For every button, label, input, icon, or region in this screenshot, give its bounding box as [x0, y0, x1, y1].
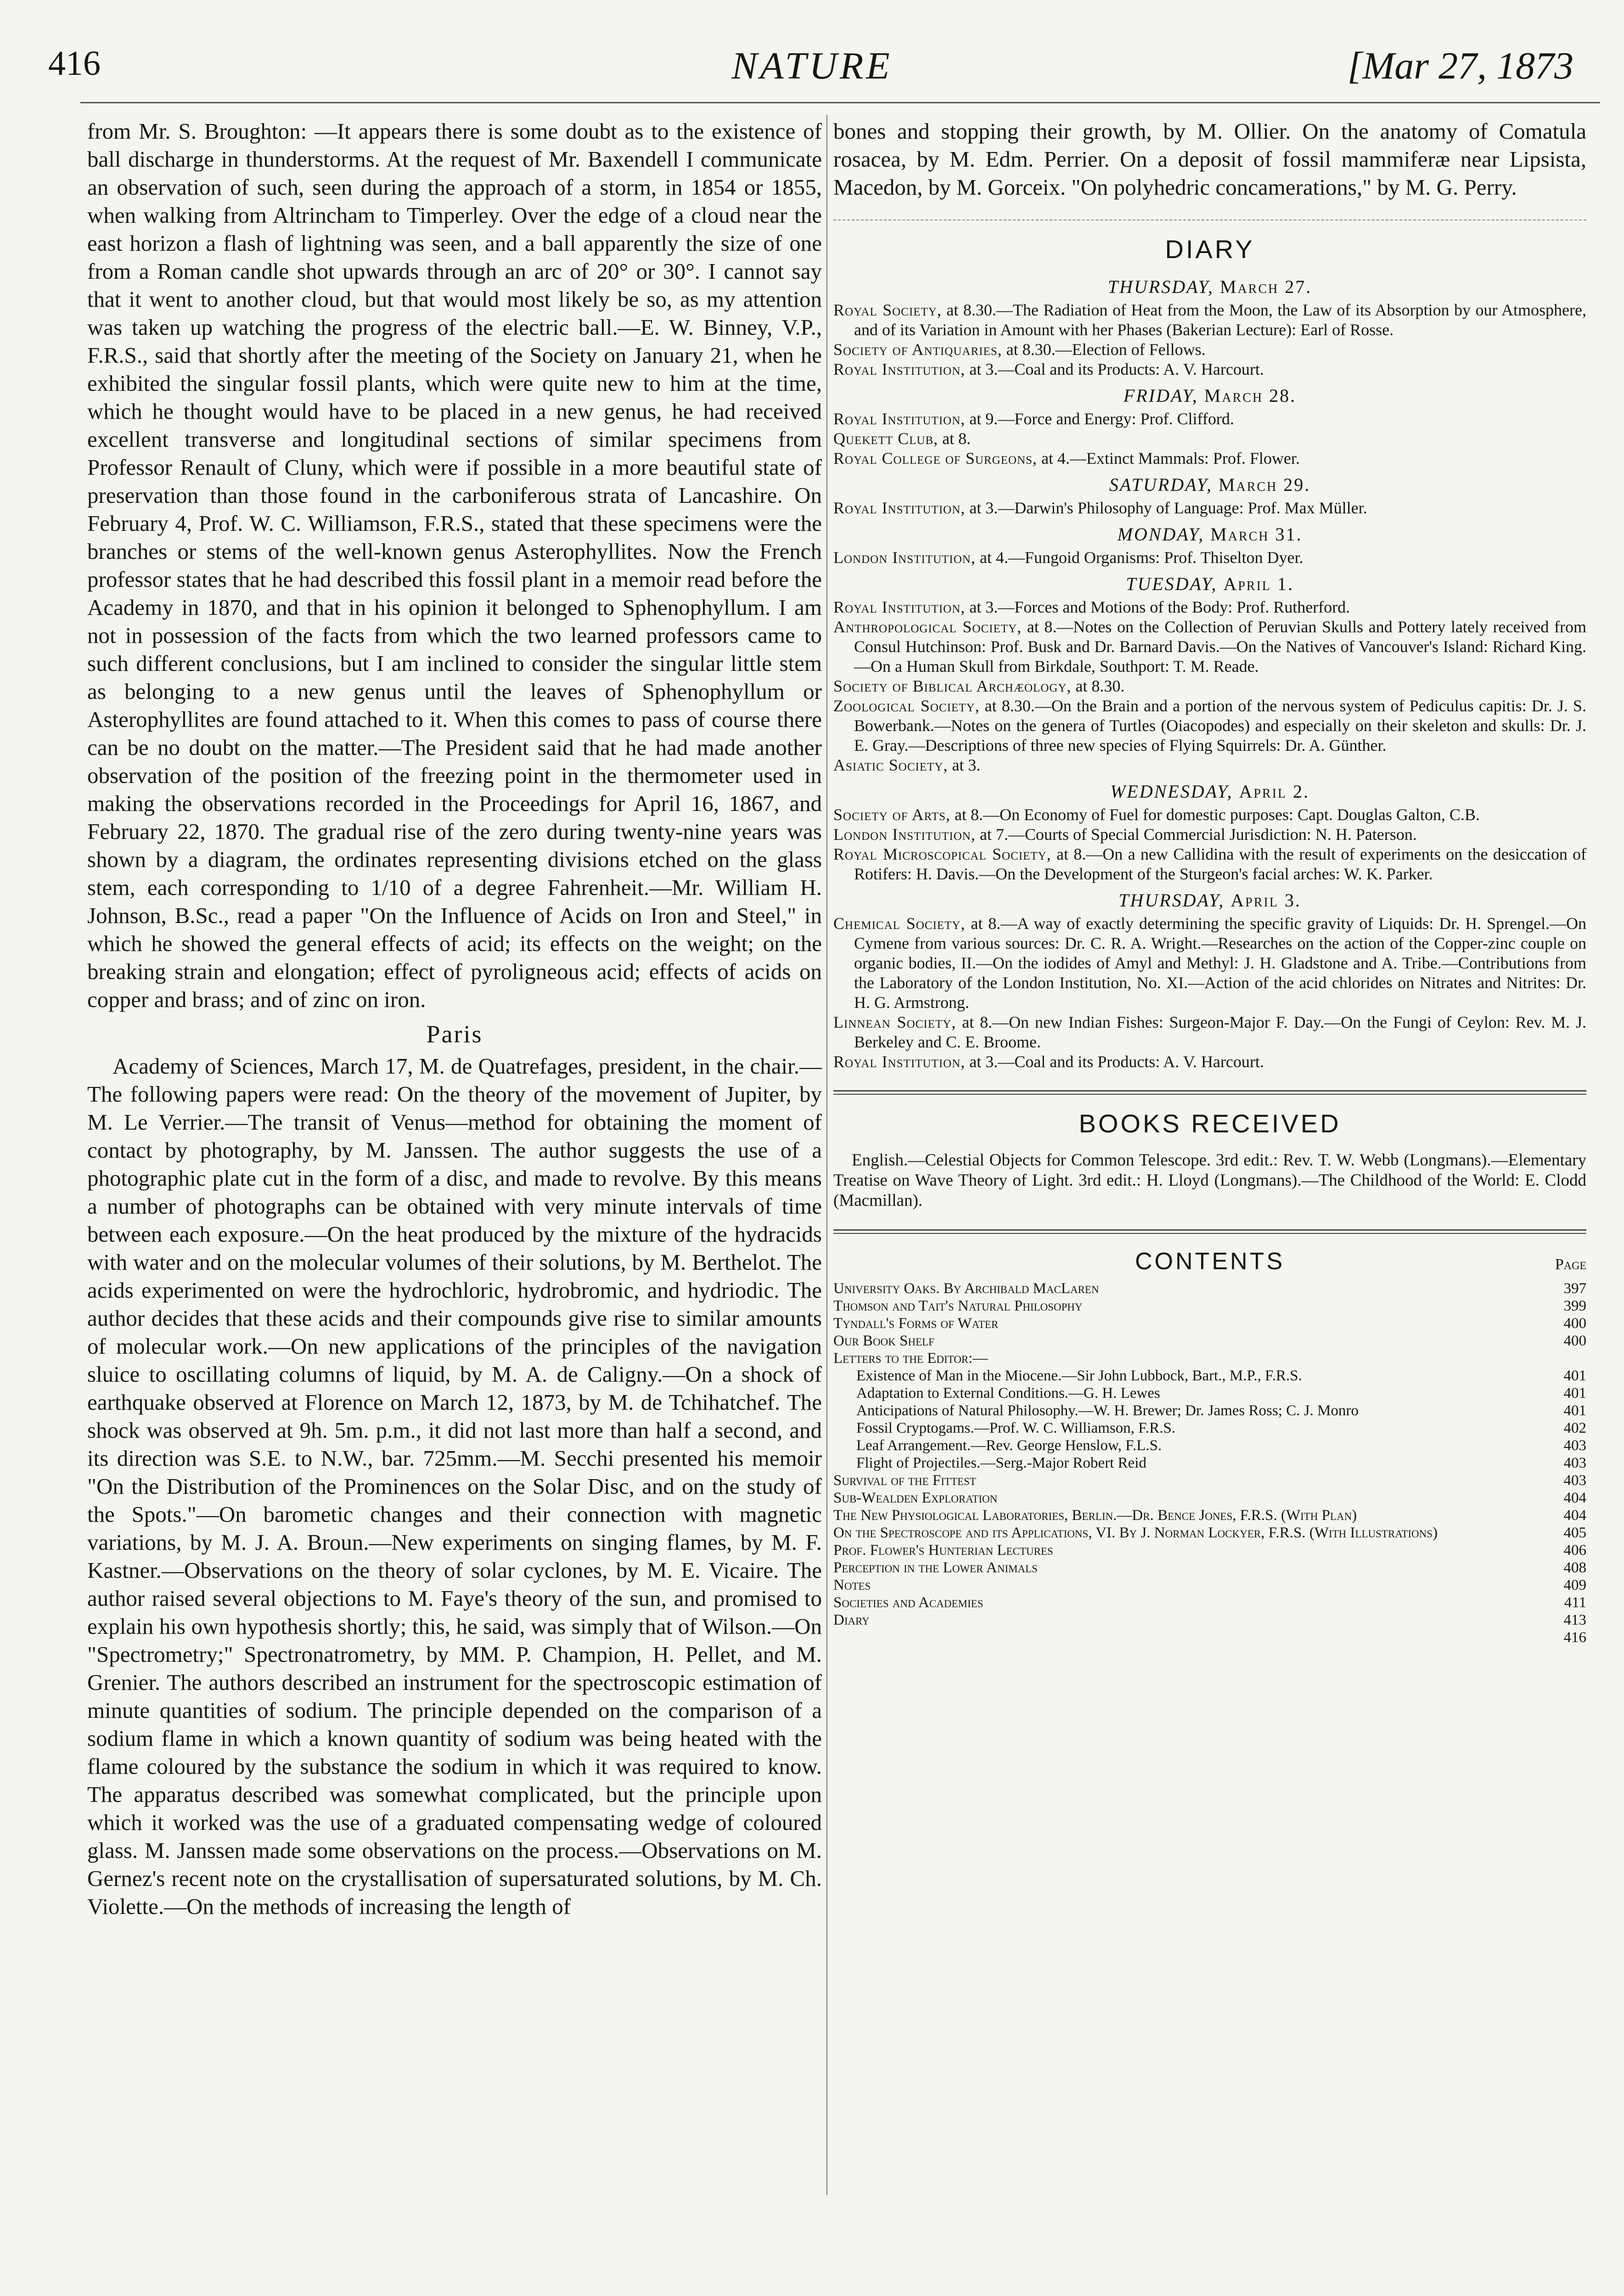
- contents-heading: CONTENTS: [1135, 1248, 1285, 1275]
- diary-day-heading: [833, 573, 1586, 595]
- right-column: [833, 117, 1586, 1646]
- diary-society: Anthropological Society,: [833, 618, 1022, 636]
- contents-entry-label: Thomson and Tait's Natural Philosophy: [833, 1298, 1083, 1314]
- diary-entry-text: at 8.—On a new Callidina with the result of experiments on the desiccation of Rotifers: H. Davis.—On the Development of the Sturgeon's facial arches: W. K. Parker.: [854, 845, 1587, 883]
- contents-row: [833, 1437, 1586, 1454]
- contents-entry-label: Prof. Flower's Hunterian Lectures: [833, 1542, 1053, 1559]
- diary-entry: [833, 1013, 1586, 1052]
- diary-society: London Institution,: [833, 825, 976, 844]
- diary-society: Royal Microscopical Society,: [833, 845, 1051, 863]
- contents-entry-label: Flight of Projectiles.—Serg.-Major Robert Reid: [856, 1455, 1146, 1471]
- journal-title: NATURE: [731, 45, 893, 87]
- diary-day-heading: [833, 474, 1586, 495]
- diary-entry-text: at 3.—Forces and Motions of the Body: Prof. Rutherford.: [969, 598, 1350, 616]
- contents-row: [833, 1402, 1586, 1419]
- contents-entry-page: 397: [1563, 1280, 1586, 1297]
- diary-entry-text: at 3.—Coal and its Products: A. V. Harcourt.: [969, 1052, 1264, 1071]
- contents-entry-page: 408: [1563, 1559, 1586, 1576]
- contents-row: [833, 1611, 1586, 1629]
- paris-heading: Paris: [426, 1020, 483, 1048]
- contents-row: [833, 1419, 1586, 1437]
- diary-entry-text: at 9.—Force and Energy: Prof. Clifford.: [969, 410, 1234, 428]
- contents-page-label: Page: [1555, 1256, 1586, 1273]
- contents-entry-page: 403: [1563, 1437, 1586, 1454]
- diary-day-name: THURSDAY,: [1118, 890, 1225, 911]
- diary-society: Royal College of Surgeons,: [833, 449, 1037, 467]
- diary-entry: [833, 360, 1586, 379]
- diary-entry: [833, 914, 1586, 1013]
- contents-entry-label: Fossil Cryptogams.—Prof. W. C. Williamson, F.R.S.: [856, 1420, 1175, 1436]
- contents-entry-page: 402: [1563, 1420, 1586, 1436]
- contents-entry-label: Existence of Man in the Miocene.—Sir John Lubbock, Bart., M.P., F.R.S.: [856, 1367, 1302, 1384]
- diary-society: Royal Institution,: [833, 598, 966, 616]
- diary-society: Royal Institution,: [833, 499, 966, 517]
- contents-row: [833, 1629, 1586, 1646]
- contents-row: [833, 1350, 1586, 1367]
- diary-day-heading: [833, 523, 1586, 545]
- diary-day-date: March 29.: [1218, 474, 1311, 495]
- diary-entry-text: at 8.—On Economy of Fuel for domestic purposes: Capt. Douglas Galton, C.B.: [955, 805, 1480, 824]
- contents-row: [833, 1297, 1586, 1315]
- diary-day-date: April 2.: [1239, 781, 1309, 802]
- diary-entry-text: at 7.—Courts of Special Commercial Jurisdiction: N. H. Paterson.: [979, 825, 1417, 844]
- contents-entry-label: University Oaks. By Archibald MacLaren: [833, 1280, 1099, 1297]
- contents-entry-page: 409: [1563, 1577, 1586, 1593]
- diary-day-date: March 31.: [1210, 524, 1303, 545]
- contents-entry-label: Tyndall's Forms of Water: [833, 1315, 999, 1332]
- header-rule: [80, 102, 1600, 103]
- books-separator: [833, 1090, 1586, 1095]
- diary-society: London Institution,: [833, 548, 976, 567]
- left-column: [87, 117, 822, 1920]
- diary-entry-text: at 3.: [952, 756, 981, 774]
- diary-entry-text: at 8.30.—The Radiation of Heat from the Moon, the Law of its Absorption by our Atmosphere, and of its Variation in Amount with her Phases (Bakerian Lecture): Earl of Rosse.: [854, 301, 1586, 339]
- diary-entry: [833, 1052, 1586, 1072]
- contents-entry-label: Survival of the Fittest: [833, 1472, 976, 1489]
- contents-entry-page: 416: [1563, 1629, 1586, 1646]
- diary-entry: [833, 498, 1586, 518]
- page-header: [0, 44, 1624, 99]
- diary-heading: DIARY: [1165, 235, 1255, 264]
- contents-entry-label: Sub-Wealden Exploration: [833, 1490, 998, 1506]
- contents-row: [833, 1332, 1586, 1350]
- contents-entry-label: Letters to the Editor:—: [833, 1350, 988, 1367]
- diary-day-date: April 3.: [1231, 890, 1301, 911]
- column-divider: [826, 115, 827, 2195]
- diary-society: Linnean Society,: [833, 1013, 956, 1031]
- diary-day-heading: [833, 781, 1586, 802]
- diary-day-heading: [833, 276, 1586, 298]
- diary-entry: [833, 805, 1586, 825]
- contents-entry-label: Notes: [833, 1577, 871, 1593]
- continuation-paragraph: bones and stopping their growth, by M. Ollier. On the anatomy of Comatula rosacea, by M. Edm. Perrier. On a deposit of fossil mammiferæ near Lipsista, Macedon, by M. Gorceix. "On polyhedric concamerations," by M. G. Perry.: [833, 118, 1586, 200]
- issue-date: [Mar 27, 1873: [1347, 45, 1573, 87]
- contents-entry-page: 406: [1563, 1542, 1586, 1559]
- contents-entry-page: 400: [1563, 1315, 1586, 1332]
- diary-society: Society of Biblical Archæology,: [833, 677, 1072, 695]
- contents-entry-page: 399: [1563, 1298, 1586, 1314]
- diary-day-date: April 1.: [1223, 574, 1294, 594]
- contents-entry-page: 401: [1563, 1385, 1586, 1401]
- diary-entry-text: at 4.—Fungoid Organisms: Prof. Thiselton Dyer.: [979, 548, 1304, 567]
- contents-entry-page: 401: [1563, 1367, 1586, 1384]
- diary-day-heading: [833, 385, 1586, 406]
- contents-list: [833, 1280, 1586, 1646]
- paris-paragraph: Academy of Sciences, March 17, M. de Quatrefages, president, in the chair.—The following papers were read: On the theory of the movement of Jupiter, by M. Le Verrier.—The transit of Venus—method for obtaining the moment of contact by photography, by M. Janssen. The author suggests the use of a photographic plate cut in the form of a disc, and made to revolve. By this means a number of photographs can be obtained with very minute intervals of time between each exposure.—On the heat produced by the mixture of the hydracids with water and on the molecular volumes of their solutions, by M. Berthelot. The acids experimented on were the hydrochloric, hydrobromic, and hydriodic. The author decides that these acids and their compounds give rise to similar amounts of molecular work.—On new applications of the principles of the navigation sluice to oscillating columns of liquid, by M. A. de Caligny.—On a shock of earthquake observed at Florence on March 12, 1873, by M. de Tchihatchef. The shock was observed at 9h. 5m. p.m., it did not last more than half a second, and its direction was S.E. to N.W., bar. 725mm.—M. Secchi presented his memoir "On the Distribution of the Prominences on the Solar Disc, and on the study of the Spots."—On barometic changes and their connection with magnetic variations, by M. J. A. Broun.—New experiments on singing flames, by M. F. Kastner.—Observations on the theory of solar cyclones, by M. E. Vicaire. The author raised several objections to M. Faye's theory of the sun, and promised to explain his own hypothesis shortly; this, he said, was simply that of Wilson.—On "Spectrometry;" Spectronatrometry, by MM. P. Champion, H. Pellet, and M. Grenier. The authors described an instrument for the spectroscopic estimation of minute quantities of sodium. The principle depended on the comparison of a sodium flame in which a known quantity of sodium was being heated with the flame coloured by the substance the sodium in which it was required to know. The apparatus described was somewhat complicated, but the principle upon which it worked was the use of a graduated compensating wedge of coloured glass. M. Janssen made some observations on the process.—Observations on M. Gernez's recent note on the crystallisation of supersaturated solutions, by M. Ch. Violette.—On the methods of increasing the length of: [87, 1053, 822, 1919]
- diary-entry: [833, 676, 1586, 696]
- diary-society: Royal Institution,: [833, 1052, 966, 1071]
- proceedings-paragraph: from Mr. S. Broughton: —It appears there is some doubt as to the existence of ball discharge in thunderstorms. At the request of Mr. Baxendell I communicate an observation of such, seen during the approach of a storm, in 1854 or 1855, when walking from Altrincham to Timperley. Over the edge of a cloud near the east horizon a flash of lightning was seen, and a ball apparently the size of one from a Roman candle shot upwards through an arc of 20° or 30°. I cannot say that it went to another cloud, but that would most likely be so, as my attention was taken up watching the progress of the electric ball.—E. W. Binney, V.P., F.R.S., said that shortly after the meeting of the Society on January 21, when he exhibited the singular fossil plants, which were quite new to him at the time, which he thought would have to be placed in a new genus, he had received excellent transverse and longitudinal sections of similar specimens from Professor Renault of Cluny, which were if possible in a more beautiful state of preservation than those found in the carboniferous strata of Lancashire. On February 4, Prof. W. C. Williamson, F.R.S., stated that these specimens were the branches or stems of the well-known genus Asterophyllites. Now the French professor states that he had described this fossil plant in a memoir read before the Academy in 1870, and that in his opinion it belonged to Sphenophyllum. I am not in possession of the facts from which the two learned professors came to such different conclusions, but I am inclined to consider the singular little stem as belonging to a new genus until the leaves of Sphenophyllum or Asterophyllites are found attached to it. When this comes to pass of course there can be no doubt on the matter.—The President said that he had made another observation of the position of the freezing point in the thermometer used in making the observations recorded in the Proceedings for April 16, 1867, and February 22, 1870. The gradual rise of the zero during twenty-nine years was shown by a diagram, the ordinates representing divisions etched on the glass stem, each corresponding to 1/10 of a degree Fahrenheit.—Mr. William H. Johnson, B.Sc., read a paper "On the Influence of Acids on Iron and Steel," in which he showed the general effects of acid; its effects on the weight; on the breaking strain and elongation; effect of pyroligneous acid; effects of acids on copper and brass; and of zinc on iron.: [87, 118, 822, 1012]
- contents-entry-label: Our Book Shelf: [833, 1333, 934, 1349]
- contents-separator: [833, 1229, 1586, 1234]
- diary-day-name: FRIDAY,: [1123, 385, 1198, 406]
- diary-entry: [833, 617, 1586, 676]
- diary-society: Zoological Society,: [833, 697, 980, 715]
- books-heading: BOOKS RECEIVED: [1079, 1109, 1341, 1138]
- diary-day-name: MONDAY,: [1117, 524, 1205, 545]
- section-separator: [833, 219, 1586, 220]
- diary-entry: [833, 429, 1586, 449]
- diary-day-date: March 28.: [1204, 385, 1297, 406]
- diary-day-heading: [833, 889, 1586, 911]
- contents-entry-page: 401: [1563, 1402, 1586, 1419]
- contents-entry-label: Perception in the Lower Animals: [833, 1559, 1038, 1576]
- diary-entry: [833, 696, 1586, 755]
- diary-entry-text: at 8.—On new Indian Fishes: Surgeon-Major F. Day.—On the Fungi of Ceylon: Rev. M. J. Berkeley and C. E. Broome.: [854, 1013, 1587, 1051]
- contents-row: [833, 1559, 1586, 1576]
- diary-society: Royal Society,: [833, 301, 942, 319]
- contents-entry-page: 400: [1563, 1333, 1586, 1349]
- contents-entry-page: 403: [1563, 1455, 1586, 1471]
- diary-entry-text: at 3.—Coal and its Products: A. V. Harcourt.: [969, 360, 1264, 378]
- contents-row: [833, 1367, 1586, 1384]
- diary-entry: [833, 825, 1586, 844]
- contents-entry-page: 405: [1563, 1525, 1586, 1541]
- diary-entry: [833, 409, 1586, 429]
- contents-row: [833, 1454, 1586, 1472]
- diary-entry-text: at 8.30.—Election of Fellows.: [1006, 340, 1206, 359]
- diary-entry: [833, 340, 1586, 360]
- contents-entry-page: 413: [1563, 1612, 1586, 1628]
- page-number: 416: [48, 44, 101, 83]
- diary-society: Royal Institution,: [833, 410, 966, 428]
- contents-entry-page: [1550, 1350, 1586, 1367]
- diary-day-name: SATURDAY,: [1109, 474, 1213, 495]
- diary-entry: [833, 844, 1586, 884]
- diary-entry: [833, 597, 1586, 617]
- contents-entry-label: Adaptation to External Conditions.—G. H. Lewes: [856, 1385, 1160, 1401]
- diary-entry-text: at 8.30.—On the Brain and a portion of the nervous system of Pediculus capitis: Dr. J. S. Bowerbank.—Notes on the genera of Turtles (Oiacopodes) and especially on their skeleton and skulls: Dr. J. E. Gray.—Descriptions of three new species of Flying Squirrels: Dr. A. Günther.: [854, 697, 1586, 754]
- diary-entry-text: at 8.—Notes on the Collection of Peruvian Skulls and Pottery lately received from Consul Hutchinson: Prof. Busk and Dr. Barnard Davis.—On the Natives of Vancouver's Island: Richard King.—On a Human Skull from Birkdale, Southport: T. M. Reade.: [854, 618, 1587, 675]
- diary-society: Royal Institution,: [833, 360, 966, 378]
- diary-day-name: THURSDAY,: [1107, 276, 1214, 297]
- diary-society: Chemical Society,: [833, 914, 966, 933]
- contents-row: [833, 1524, 1586, 1542]
- diary-society: Society of Antiquaries,: [833, 340, 1002, 359]
- contents-entry-label: Societies and Academies: [833, 1594, 983, 1611]
- diary-society: Society of Arts,: [833, 805, 950, 824]
- contents-header: [833, 1248, 1586, 1280]
- diary-entry: [833, 449, 1586, 468]
- diary-entry-text: at 8.—A way of exactly determining the specific gravity of Liquids: Dr. H. Sprengel.—On Cymene from various sources: Dr. C. R. A. Wright.—Researches on the action of the Copper-zinc couple on organic bodies, II.—On the iodides of Amyl and Methyl: J. H. Gladstone and A. Tribe.—Contributions from the Laboratory of the London Institution, No. XI.—Action of the acid chlorides on Nitrates and Nitrites: Dr. H. G. Armstrong.: [854, 914, 1586, 1012]
- contents-row: [833, 1542, 1586, 1559]
- diary-day-name: WEDNESDAY,: [1110, 781, 1233, 802]
- contents-row: [833, 1594, 1586, 1611]
- contents-row: [833, 1576, 1586, 1594]
- contents-row: [833, 1489, 1586, 1507]
- contents-row: [833, 1507, 1586, 1524]
- contents-entry-label: On the Spectroscope and its Applications, VI. By J. Norman Lockyer, F.R.S. (With Illustrations): [833, 1525, 1438, 1541]
- contents-entry-label: Anticipations of Natural Philosophy.—W. H. Brewer; Dr. James Ross; C. J. Monro: [856, 1402, 1359, 1419]
- diary-society: Asiatic Society,: [833, 756, 948, 774]
- diary-list: [833, 276, 1586, 1072]
- contents-row: [833, 1280, 1586, 1297]
- diary-entry-text: at 3.—Darwin's Philosophy of Language: Prof. Max Müller.: [969, 499, 1367, 517]
- diary-entry-text: at 8.: [942, 429, 971, 448]
- diary-entry: [833, 755, 1586, 775]
- diary-entry: [833, 300, 1586, 340]
- contents-entry-page: 403: [1563, 1472, 1586, 1489]
- contents-entry-label: Leaf Arrangement.—Rev. George Henslow, F.L.S.: [856, 1437, 1162, 1454]
- contents-row: [833, 1315, 1586, 1332]
- diary-day-date: March 27.: [1219, 276, 1312, 297]
- contents-entry-label: The New Physiological Laboratories, Berlin.—Dr. Bence Jones, F.R.S. (With Plan): [833, 1507, 1357, 1524]
- diary-entry-text: at 4.—Extinct Mammals: Prof. Flower.: [1041, 449, 1300, 467]
- contents-row: [833, 1472, 1586, 1489]
- diary-entry-text: at 8.30.: [1075, 677, 1125, 695]
- contents-entry-page: 404: [1563, 1490, 1586, 1506]
- contents-row: [833, 1384, 1586, 1402]
- diary-entry: [833, 548, 1586, 568]
- diary-society: Quekett Club,: [833, 429, 938, 448]
- contents-entry-page: 411: [1564, 1594, 1586, 1611]
- contents-entry-label: Diary: [833, 1612, 870, 1628]
- books-text: English.—Celestial Objects for Common Telescope. 3rd edit.: Rev. T. W. Webb (Longmans).—Elementary Treatise on Wave Theory of Light. 3rd edit.: H. Lloyd (Longmans).—The Childhood of the World: E. Clodd (Macmillan).: [833, 1151, 1586, 1210]
- diary-day-name: TUESDAY,: [1126, 574, 1218, 594]
- contents-entry-page: 404: [1563, 1507, 1586, 1524]
- contents-entry-label: [833, 1629, 1550, 1646]
